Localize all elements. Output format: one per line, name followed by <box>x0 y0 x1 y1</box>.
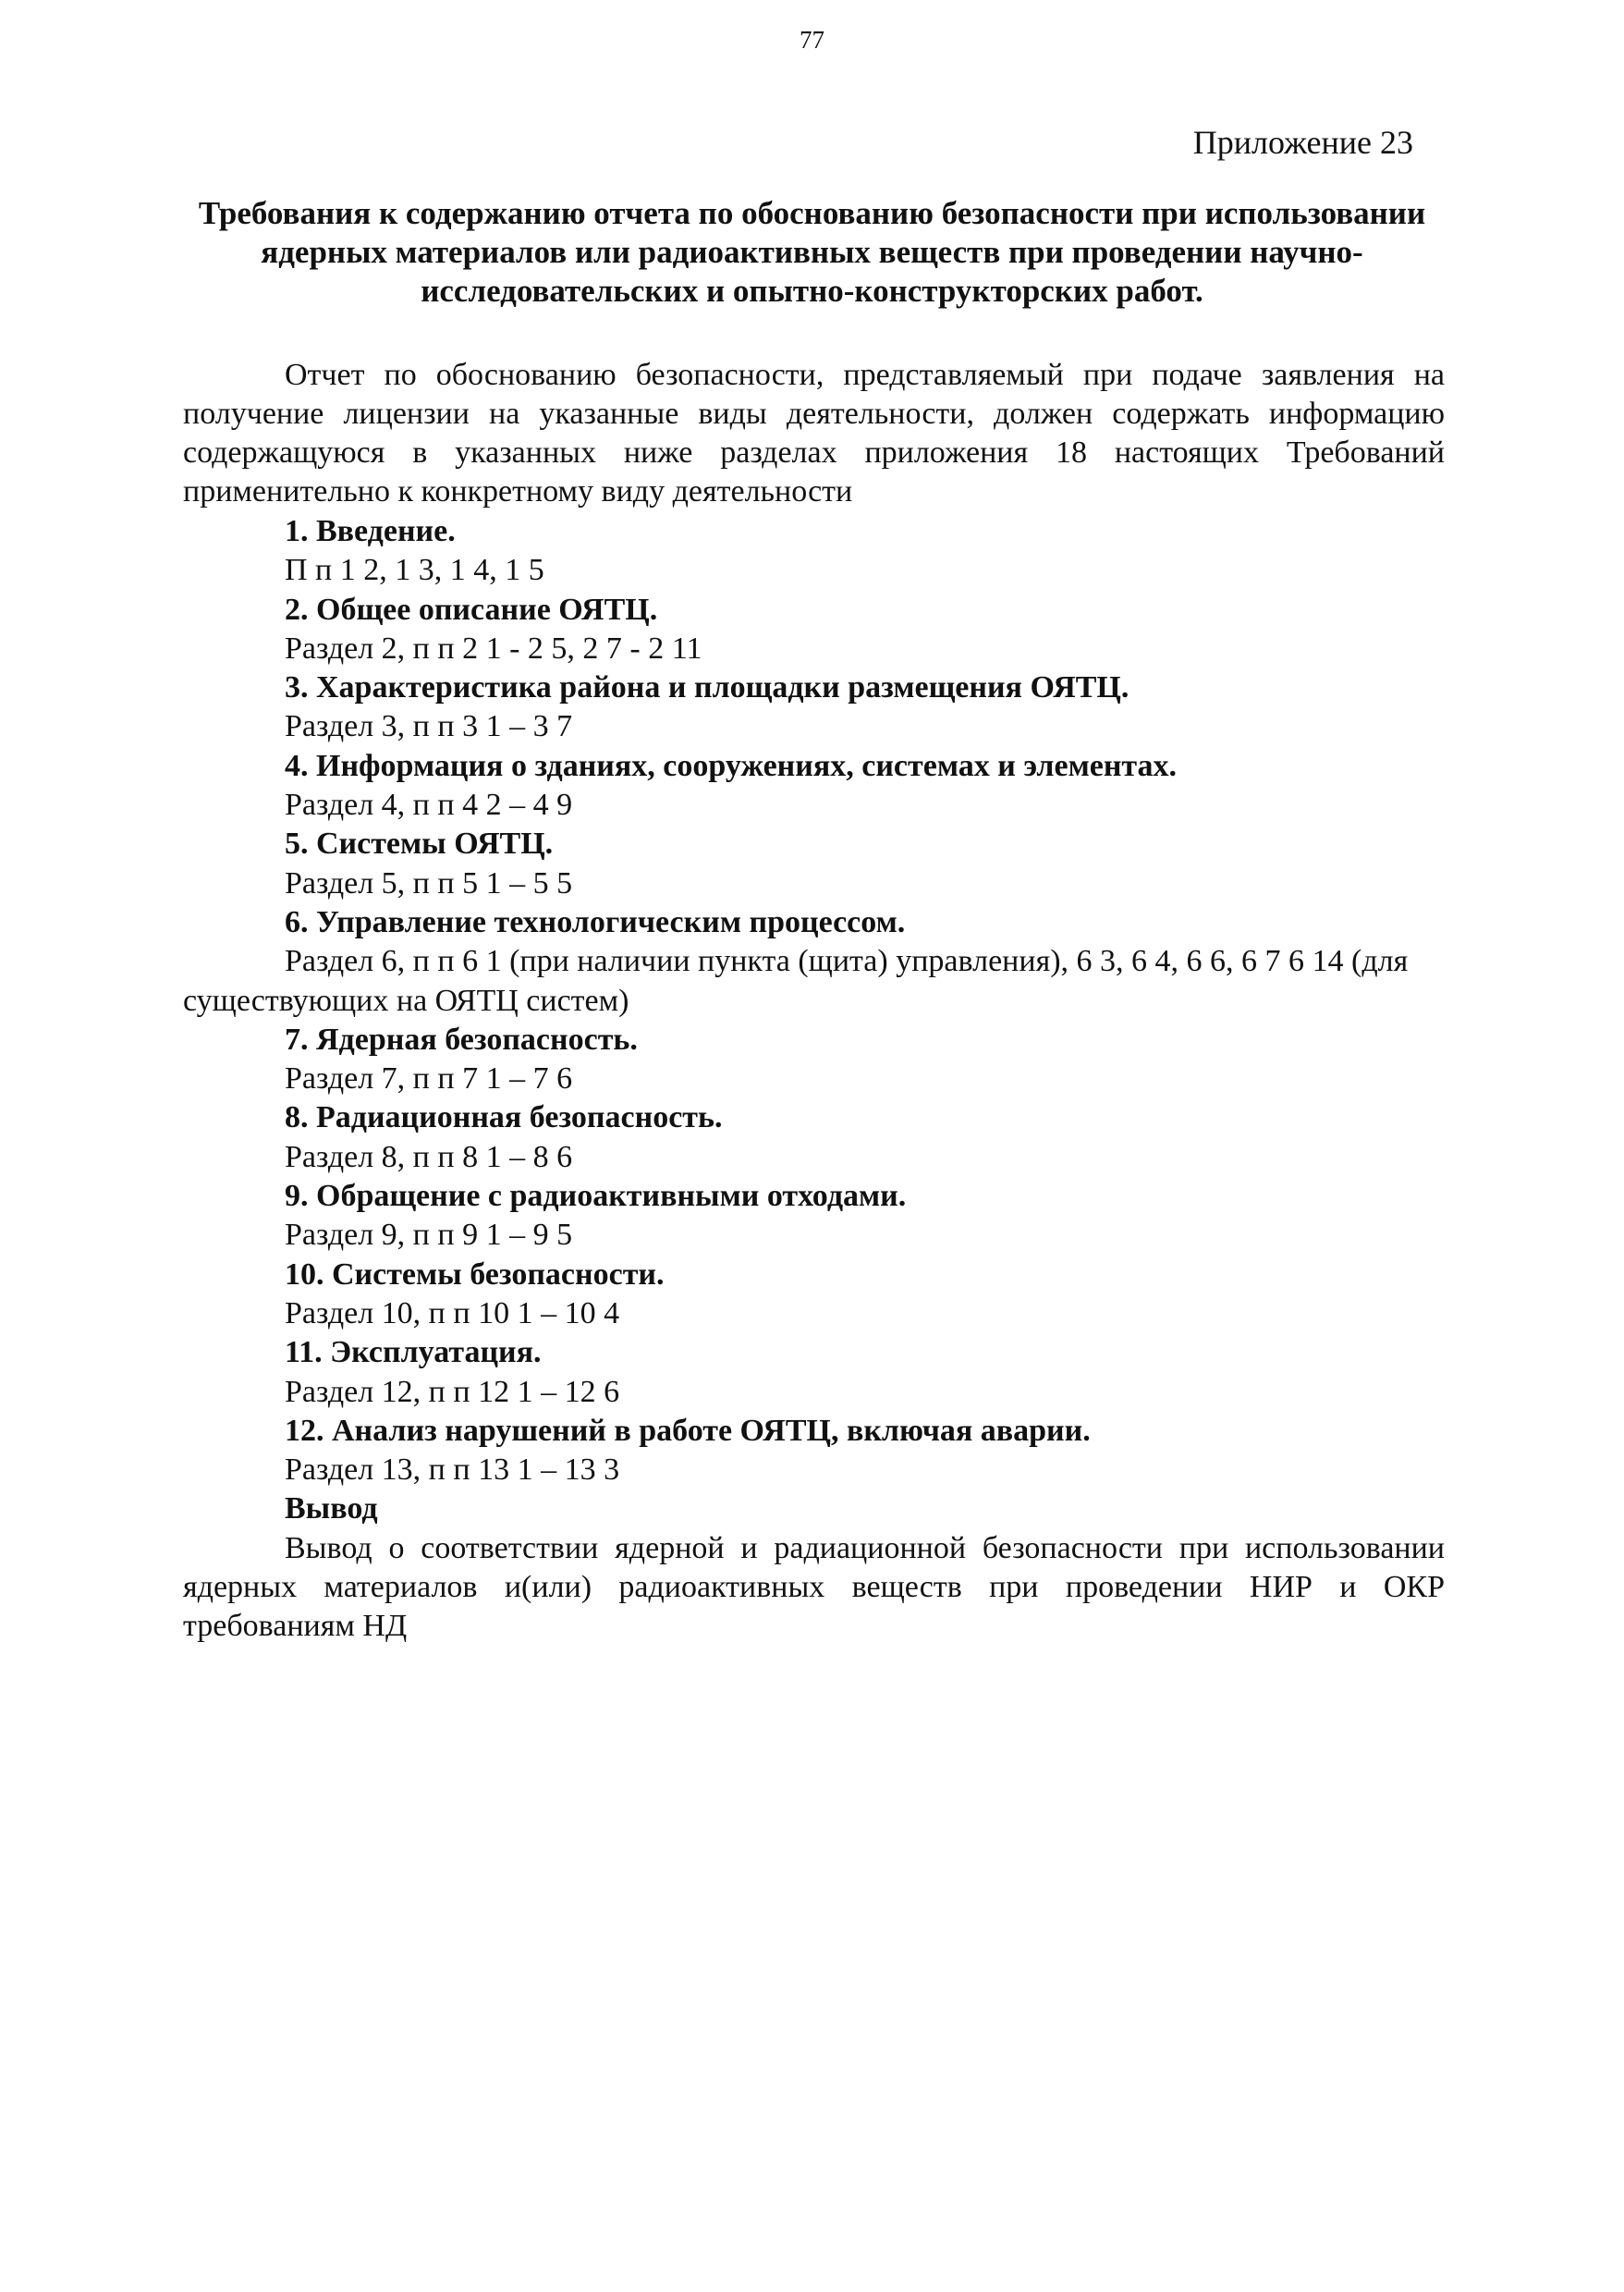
section-reference: П п 1 2, 1 3, 1 4, 1 5 <box>285 553 544 588</box>
section-reference: Раздел 9, п п 9 1 – 9 5 <box>285 1218 573 1253</box>
sections-list <box>183 512 1445 1647</box>
conclusion-text: Вывод о соответствии ядерной и радиационной безопасности при использовании ядерных материалов и(или) радиоактивных веществ при проведении НИР и ОКР требованиям НД <box>183 1530 1445 1644</box>
section-heading: 12. Анализ нарушений в работе ОЯТЦ, включая аварии. <box>285 1413 1091 1448</box>
section-heading: 4. Информация о зданиях, сооружениях, системах и элементах. <box>285 748 1178 783</box>
section-reference: Раздел 13, п п 13 1 – 13 3 <box>285 1452 620 1488</box>
section-reference: Раздел 10, п п 10 1 – 10 4 <box>285 1295 620 1330</box>
section-heading: 3. Характеристика района и площадки размещения ОЯТЦ. <box>285 670 1129 705</box>
document-title: Требования к содержанию отчета по обоснованию безопасности при использовании ядерных материалов или радиоактивных веществ при проведении научно-исследовательских и опытно-конструкторских работ. <box>198 195 1426 309</box>
section-heading: 2. Общее описание ОЯТЦ. <box>285 592 658 627</box>
section-reference: Раздел 12, п п 12 1 – 12 6 <box>285 1374 620 1409</box>
section-heading: 11. Эксплуатация. <box>285 1335 542 1370</box>
section-heading: 1. Введение. <box>285 514 456 548</box>
section-heading: 5. Системы ОЯТЦ. <box>285 827 554 862</box>
section-heading: 8. Радиационная безопасность. <box>285 1100 723 1135</box>
section-reference: Раздел 6, п п 6 1 (при наличии пункта (щита) управления), 6 3, 6 4, 6 6, 6 7 6 14 (для существующих на ОЯТЦ систем) <box>183 944 1409 1018</box>
section-reference: Раздел 2, п п 2 1 - 2 5, 2 7 - 2 11 <box>285 631 702 666</box>
section-reference: Раздел 4, п п 4 2 – 4 9 <box>285 788 573 823</box>
section-heading: 7. Ядерная безопасность. <box>285 1022 638 1057</box>
page-number: 77 <box>800 26 824 54</box>
section-reference: Раздел 7, п п 7 1 – 7 6 <box>285 1061 573 1097</box>
section-reference: Раздел 5, п п 5 1 – 5 5 <box>285 865 573 901</box>
conclusion-heading: Вывод <box>285 1491 378 1526</box>
appendix-label: Приложение 23 <box>1192 124 1413 161</box>
section-heading: 6. Управление технологическим процессом. <box>285 904 906 939</box>
section-reference: Раздел 8, п п 8 1 – 8 6 <box>285 1139 573 1174</box>
section-reference: Раздел 3, п п 3 1 – 3 7 <box>285 709 573 744</box>
section-heading: 10. Системы безопасности. <box>285 1256 665 1292</box>
section-heading: 9. Обращение с радиоактивными отходами. <box>285 1179 907 1214</box>
intro-paragraph: Отчет по обоснованию безопасности, представляемый при подаче заявления на получение лицензии на указанные виды деятельности, должен содержать информацию содержащуюся в указанных ниже разделах приложения 18 настоящих Требований применительно к конкретному виду деятельности <box>183 358 1445 509</box>
